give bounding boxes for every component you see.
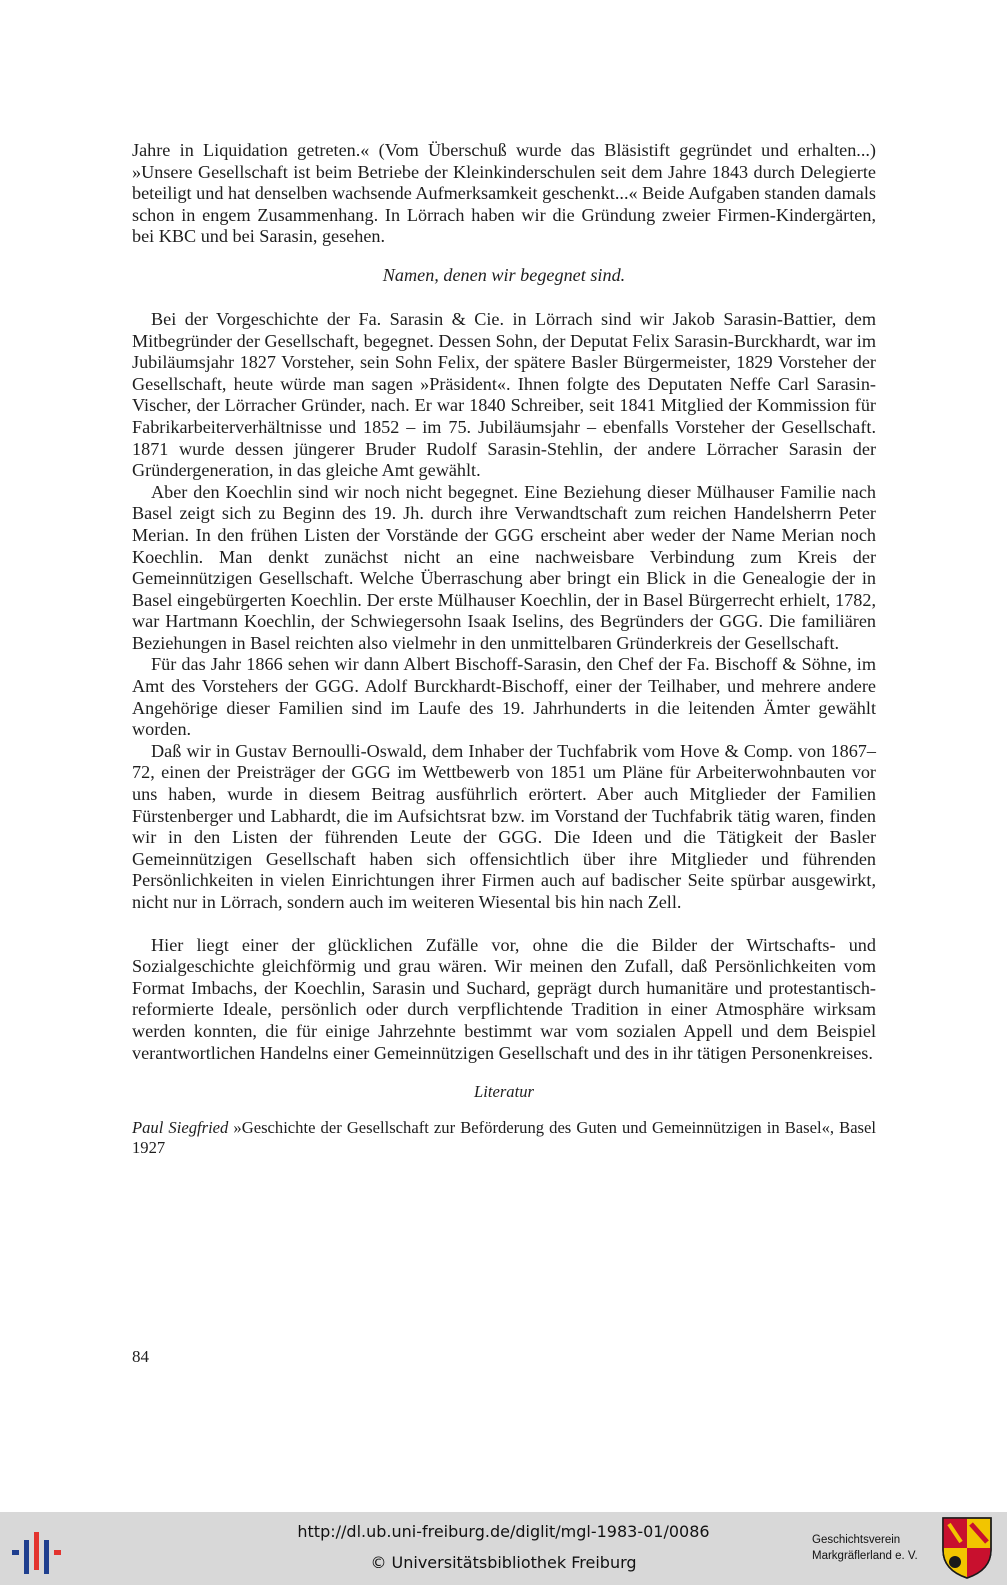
paragraph-1: Jahre in Liquidation getreten.« (Vom Überschuß wurde das Bläsistift gegründet und erhalten...) »Unsere Gesellschaft ist beim Betriebe der Kleinkinderschulen seit dem Jahre 1843 durch Delegierte beteiligt und hat denselben wachsende Aufmerksamkeit geschenkt...« Beide Aufgaben standen damals schon in engem Zusammenhang. In Lörrach haben wir die Gründung zweier Firmen-Kindergärten, bei KBC und bei Sarasin, gesehen. — [132, 140, 876, 247]
page-text-column — [132, 140, 876, 1158]
literature-entry — [132, 1118, 876, 1158]
paragraph-6: Hier liegt einer der glücklichen Zufälle vor, ohne die die Bilder der Wirtschafts- und Sozialgeschichte gleichförmig und grau wären. Wir meinen den Zufall, daß Persönlichkeiten vom Format Imbachs, der Koechlin, Sarasin und Suchard, geprägt durch humanitäre und protestantisch-reformierte Ideale, persönlich oder durch verpflichtende Tradition in einer Atmosphäre wirksam werden konnten, die für einige Jahrzehnte bestimmt war vom sozialen Appell und dem Beispiel verantwortlichen Handelns einer Gemeinnützigen Gesellschaft und des in ihr tätigen Personenkreises. — [132, 934, 876, 1063]
footer-url-link[interactable]: http://dl.ub.uni-freiburg.de/diglit/mgl-1983-01/0086 — [297, 1522, 710, 1541]
footer-bar — [0, 1512, 1007, 1585]
page-number: 84 — [132, 1347, 149, 1366]
paragraph-5: Daß wir in Gustav Bernoulli-Oswald, dem Inhaber der Tuchfabrik vom Hove & Comp. von 1867–72, einen der Preisträger der GGG im Wettbewerb von 1851 um Pläne für Arbeiterwohnbauten vor uns haben, wurde in diesem Beitrag ausführlich erörtert. Aber auch Mitglieder der Familien Fürstenberger und Labhardt, die im Aufsichtsrat bzw. im Vorstand der Tuchfabrik tätig waren, finden wir in den Listen der führenden Leute der GGG. Die Ideen und die Tätigkeit der Basler Gemeinnützigen Gesellschaft haben sich offensichtlich über ihre Mitglieder und führenden Persönlichkeiten in vielen Einrichtungen ihrer Firmen auch auf badischer Seite spürbar ausgewirkt, nicht nur in Lörrach, sondern auch im weiteren Wiesental bis hin nach Zell. — [132, 740, 876, 912]
section-heading-names: Namen, denen wir begegnet sind. — [382, 264, 626, 285]
footer-copyright: © Universitätsbibliothek Freiburg — [370, 1553, 637, 1572]
paragraph-4: Für das Jahr 1866 sehen wir dann Albert Bischoff-Sarasin, den Chef der Fa. Bischoff & Söhne, im Amt des Vorstehers der GGG. Adolf Burckhardt-Bischoff, einer der Teilhaber, und mehrere andere Angehörige dieser Familien sind im Laufe des 19. Jahrhunderts in die leitenden Ämter gewählt worden. — [132, 654, 876, 740]
section-heading-literature: Literatur — [474, 1082, 534, 1102]
society-name-line2: Markgräflerland e. V. — [812, 1550, 918, 1562]
literature-author: Paul Siegfried — [132, 1118, 229, 1138]
society-name — [812, 1532, 918, 1564]
literature-title: »Geschichte der Gesellschaft zur Beförderung des Guten und Gemeinnützigen in Basel«, Basel 1927 — [132, 1118, 876, 1158]
paragraph-2: Bei der Vorgeschichte der Fa. Sarasin & Cie. in Lörrach sind wir Jakob Sarasin-Battier, dem Mitbegründer der Gesellschaft, begegnet. Dessen Sohn, der Deputat Felix Sarasin-Burckhardt, war im Jubiläumsjahr 1827 Vorsteher, sein Sohn Felix, der spätere Basler Bürgermeister, 1829 Vorsteher der Gesellschaft, heute würde man sagen »Präsident«. Ihnen folgte des Deputaten Neffe Carl Sarasin-Vischer, der Lörracher Gründer, nach. Er war 1840 Schreiber, seit 1841 Mitglied der Kommission für Fabrikarbeiterverhältnisse und 1852 – im 75. Jubiläumsjahr – ebenfalls Vorsteher der Gesellschaft. 1871 wurde dessen jüngerer Bruder Rudolf Sarasin-Stehlin, der andere Lörracher Sarasin der Gründergeneration, in das gleiche Amt gewählt. — [132, 308, 876, 481]
society-name-line1: Geschichtsverein — [812, 1534, 901, 1546]
paragraph-3: Aber den Koechlin sind wir noch nicht begegnet. Eine Beziehung dieser Mülhauser Familie nach Basel zeigt sich zu Beginn des 19. Jh. durch ihre Verwandtschaft zum reichen Handelsherrn Peter Merian. In den frühen Listen der Vorstände der GGG erscheint aber weder der Name Merian noch Koechlin. Man denkt zunächst nicht an eine nachweisbare Verbindung zum Kreis der Gemeinnützigen Gesellschaft. Welche Überraschung aber bringt ein Blick in die Genealogie der in Basel eingebürgerten Koechlin. Der erste Mülhauser Koechlin, der in Basel Bürgerrecht erhielt, 1782, war Hartmann Koechlin, der Schwiegersohn Isaak Iselins, des Begründers der GGG. Die familiären Beziehungen in Basel reichten also vielmehr in den unmittelbaren Gründerkreis der Gesellschaft. — [132, 481, 876, 653]
coat-of-arms-icon — [941, 1516, 993, 1580]
